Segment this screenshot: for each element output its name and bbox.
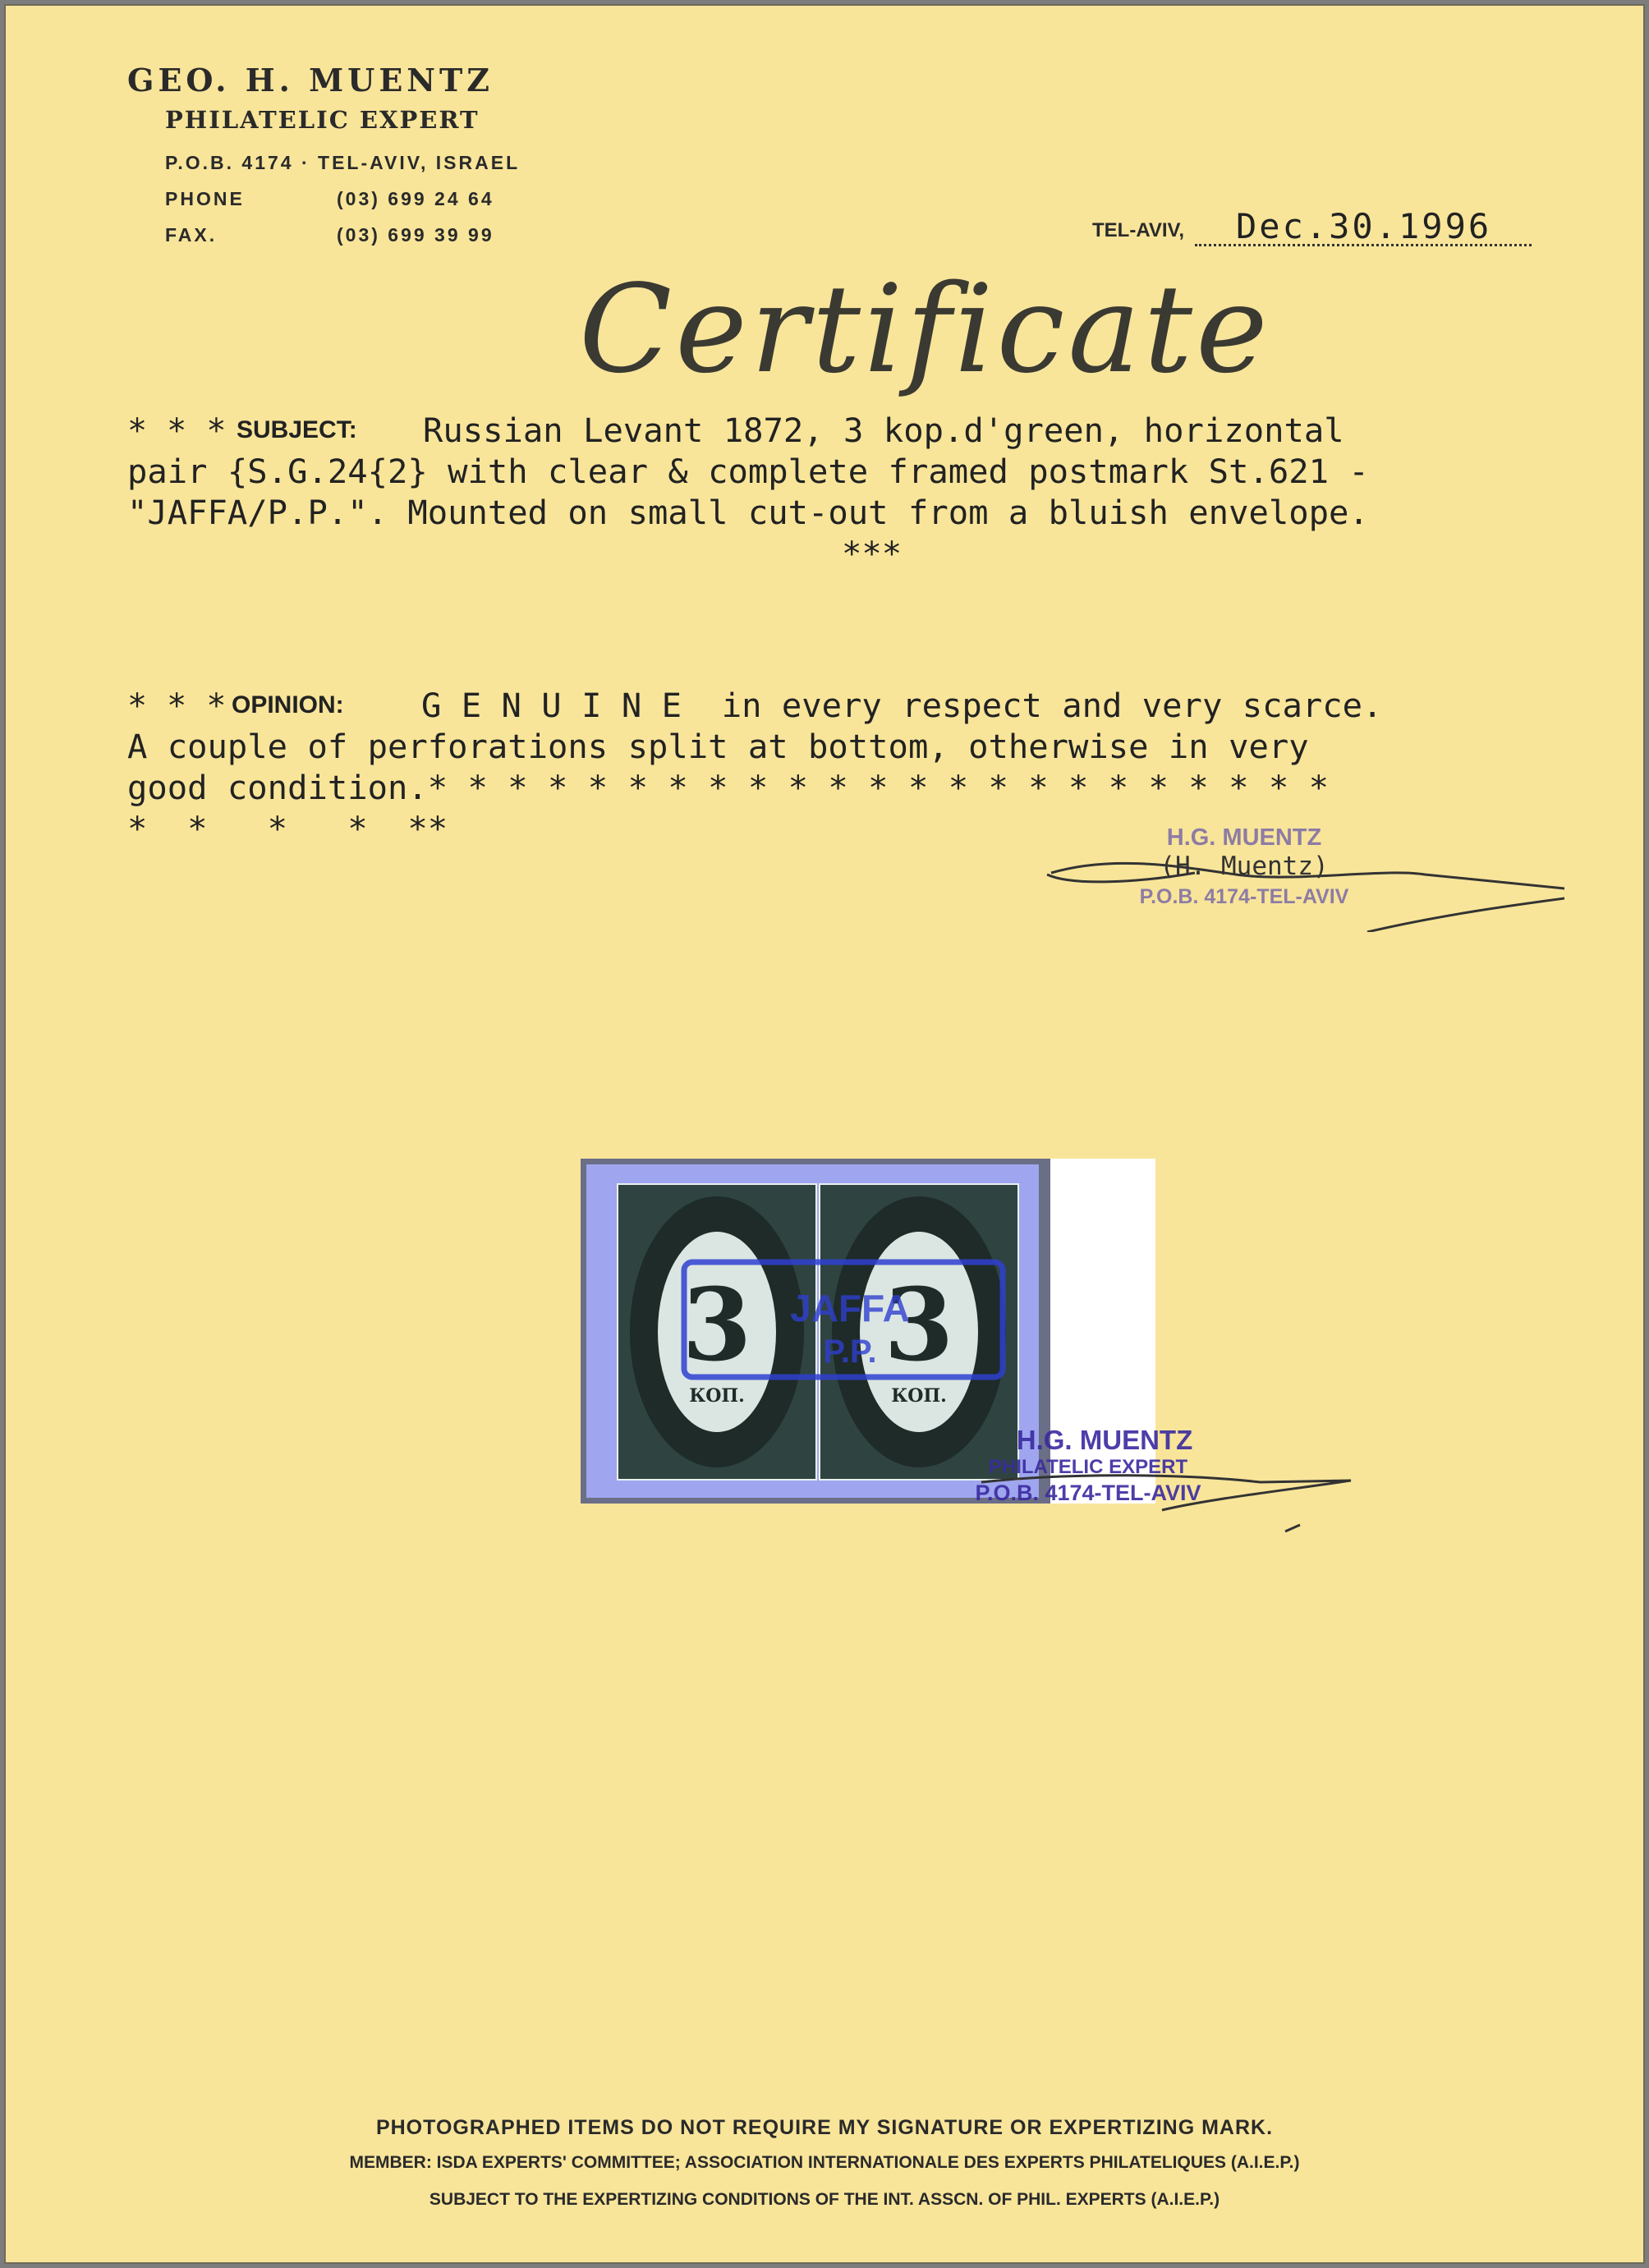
opinion-line-2: A couple of perforations split at bottom, otherwise in very	[127, 727, 1309, 766]
footer-membership: MEMBER: ISDA EXPERTS' COMMITTEE; ASSOCIATION INTERNATIONALE DES EXPERTS PHILATELIQUES (A.I.E.P.)	[349, 2153, 1300, 2172]
fax-label: FAX.	[165, 224, 218, 246]
opinion-line-3: good condition.* * * * * * * * * * * * * * * * * * * * * * *	[127, 768, 1329, 807]
svg-text:КОП.: КОП.	[689, 1385, 745, 1407]
svg-text:JAFFA: JAFFA	[790, 1287, 910, 1329]
item-stamp-name: H.G. MUENTZ	[1016, 1425, 1193, 1455]
subject-end-stars: ***	[842, 534, 903, 573]
svg-text:3: 3	[884, 1265, 954, 1384]
footer-note: PHOTOGRAPHED ITEMS DO NOT REQUIRE MY SIGNATURE OR EXPERTIZING MARK.	[375, 2116, 1274, 2139]
signature-stamp-address: P.O.B. 4174-TEL-AVIV	[1139, 885, 1349, 908]
place-label: TEL-AVIV,	[1092, 219, 1185, 241]
opinion-stars: * * *	[127, 687, 227, 725]
svg-text:КОП.: КОП.	[891, 1385, 947, 1407]
phone-label: PHONE	[165, 188, 245, 209]
expert-address: P.O.B. 4174 · TEL-AVIV, ISRAEL	[165, 152, 521, 173]
certificate-date: Dec.30.1996	[1236, 206, 1492, 246]
footer-conditions: SUBJECT TO THE EXPERTIZING CONDITIONS OF THE INT. ASSCN. OF PHIL. EXPERTS (A.I.E.P.)	[429, 2190, 1220, 2209]
subject-line-2: pair {S.G.24{2} with clear & complete framed postmark St.621 -	[127, 452, 1369, 491]
opinion-line-4: * * * * **	[127, 809, 448, 848]
certificate-heading: Certificate	[579, 259, 1271, 400]
subject-label: SUBJECT:	[237, 416, 357, 443]
expert-title: PHILATELIC EXPERT	[165, 106, 480, 134]
subject-stars: * * *	[127, 412, 227, 450]
opinion-label: OPINION:	[232, 691, 344, 719]
signature-scrawl	[1039, 850, 1564, 932]
svg-text:3: 3	[682, 1265, 752, 1384]
signature-stamp-name: H.G. MUENTZ	[1166, 824, 1322, 851]
opinion-line-1: G E N U I N E in every respect and very scarce.	[421, 686, 1383, 725]
item-signature-scrawl	[973, 1449, 1367, 1540]
subject-line-3: "JAFFA/P.P.". Mounted on small cut-out from a bluish envelope.	[127, 493, 1369, 532]
svg-text:P.P.: P.P.	[823, 1334, 877, 1370]
expert-name: GEO. H. MUENTZ	[127, 62, 494, 99]
fax-value: (03) 699 39 99	[337, 224, 494, 246]
subject-line-1: Russian Levant 1872, 3 kop.d'green, horizontal	[423, 411, 1344, 450]
certificate-sheet	[4, 4, 1645, 2264]
phone-value: (03) 699 24 64	[337, 188, 494, 209]
signature-typed-name: (H. Muentz)	[1160, 852, 1329, 881]
item-stamp-address: P.O.B. 4174-TEL-AVIV	[975, 1481, 1201, 1505]
item-stamp-title: PHILATELIC EXPERT	[988, 1456, 1188, 1478]
